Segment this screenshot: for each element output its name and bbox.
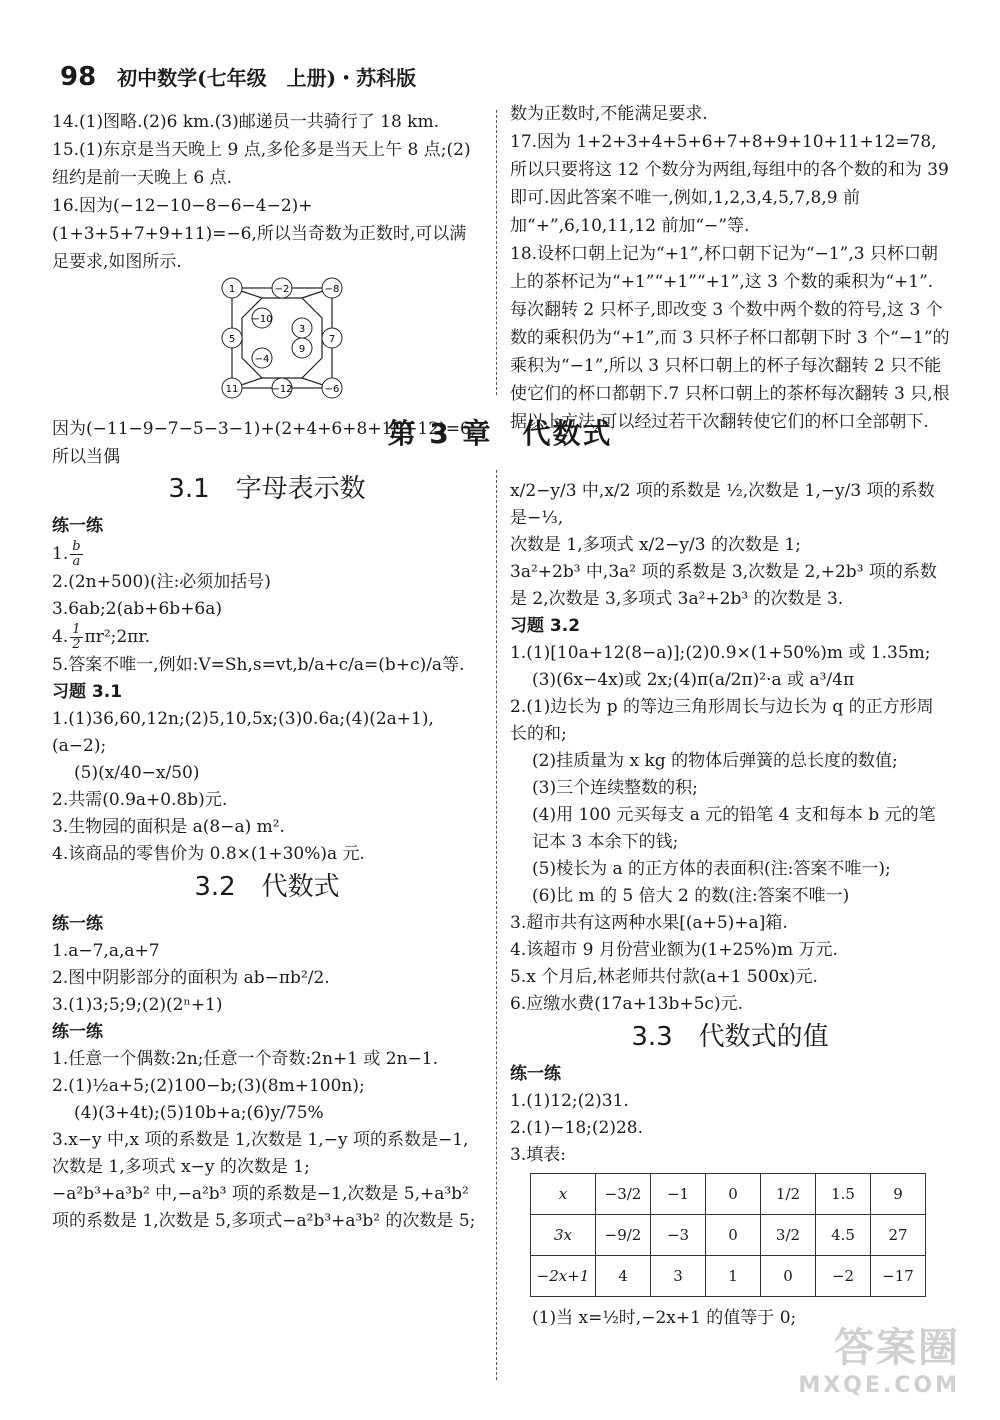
practice-2-3: 3.(1)3;5;9;(2)(2ⁿ+1) xyxy=(52,995,223,1015)
exercise-3-2-1b: (3)(6x−4x)或 2x;(4)π(a/2π)²·a 或 a³/4π xyxy=(532,670,855,690)
exercise-3-2-2e: (5)棱长为 a 的正方体的表面积(注:答案不唯一); xyxy=(532,859,891,879)
right-column xyxy=(510,478,950,1332)
exercise-3-2-4: 4.该超市 9 月份营业额为(1+25%)m 万元. xyxy=(510,940,838,960)
value-table xyxy=(530,1173,926,1297)
answer-18: 18.设杯口朝上记为“+1”,杯口朝下记为“−1”,3 只杯口朝上的茶杯记为“+1”“+1”“+1”,这 3 个数的乘积为“+1”.每次翻转 2 只杯子,即改变 3 个数中两个数的符号,这 3 个数的乘积仍为“+1”,而 3 只杯子杯口都朝下时 3 个“−1”的乘积为“−1”,所以 3 只杯口朝上的杯子每次翻转 2 只不能使它们的杯口都朝下.7 只杯口朝上的茶杯每次翻转 3 只,根据以上方法,可以经过若干次翻转使它们的杯口全部朝下. xyxy=(510,244,950,432)
table-cell: 3 xyxy=(651,1256,706,1297)
table-cell: 9 xyxy=(871,1174,926,1215)
column-divider-top xyxy=(496,110,497,395)
exercise-3-2-5: 5.x 个月后,林老师共付款(a+1 500x)元. xyxy=(510,967,818,987)
table-cell: 4 xyxy=(596,1256,651,1297)
table-cell: −3/2 xyxy=(596,1174,651,1215)
table-cell: x xyxy=(531,1174,596,1215)
diagram-node-label: −10 xyxy=(251,314,273,325)
diagram-node-label: 5 xyxy=(228,334,236,345)
practice-3: 3.6ab;2(ab+6b+6a) xyxy=(52,599,223,619)
table-row xyxy=(531,1256,926,1297)
practice-3-2b: (4)(3+4t);(5)10b+a;(6)y/75% xyxy=(74,1103,324,1123)
table-cell: −2 xyxy=(816,1256,871,1297)
practice-4-2: 2.(1)−18;(2)28. xyxy=(510,1118,644,1138)
practice-3-3c: x/2−y/3 中,x/2 项的系数是 ½,次数是 1,−y/3 项的系数是−⅓, xyxy=(510,481,935,528)
diagram-node-label: 9 xyxy=(298,344,306,355)
table-cell: −17 xyxy=(871,1256,926,1297)
exercise-3-2-2d: (4)用 100 元买每支 a 元的铅笔 4 支和每本 b 元的笔记本 3 本余下的钱; xyxy=(532,805,936,852)
section-3-3-title: 3.3 代数式的值 xyxy=(631,1022,829,1052)
table-cell: 0 xyxy=(706,1174,761,1215)
table-cell: −2x+1 xyxy=(531,1256,596,1297)
diagram-node-label: 3 xyxy=(298,324,306,335)
exercise-3-2-1: 1.(1)[10a+12(8−a)];(2)0.9×(1+50%)m 或 1.35m; xyxy=(510,643,931,663)
practice-3-3e: 3a²+2b³ 中,3a² 项的系数是 3,次数是 2,+2b³ 项的系数是 2,次数是 3,多项式 3a²+2b³ 的次数是 3. xyxy=(510,562,937,609)
practice-4: 4. $\frac{1}{2}$ πr²;2πr. xyxy=(52,622,151,652)
table-cell: 1 xyxy=(706,1256,761,1297)
column-divider-bottom xyxy=(496,470,497,1380)
table-cell: 27 xyxy=(871,1215,926,1256)
watermark-url: MXQE.COM xyxy=(798,1373,960,1398)
diagram-node-label: 11 xyxy=(225,384,239,395)
answer-15: 15.(1)东京是当天晚上 9 点,多伦多是当天上午 8 点;(2)纽约是前一天晚上 6 点. xyxy=(52,140,471,188)
exercise-3-2-heading: 习题 3.2 xyxy=(510,616,581,636)
exercise-3-2-2c: (3)三个连续整数的积; xyxy=(532,778,698,798)
practice-2-1: 1.a−7,a,a+7 xyxy=(52,941,160,961)
answer-16-end: 数为正数时,不能满足要求. xyxy=(510,104,708,124)
diagram-node-label: −8 xyxy=(324,284,340,295)
answer-16-continued: 因为(−11−9−7−5−3−1)+(2+4+6+8+10+12)=6,所以当偶 xyxy=(52,419,477,467)
exercise-3-2-2: 2.(1)边长为 p 的等边三角形周长与边长为 q 的正方形周长的和; xyxy=(510,697,934,744)
answer-14: 14.(1)图略.(2)6 km.(3)邮递员一共骑行了 18 km. xyxy=(52,112,439,132)
exercise-3-1-1: 1.(1)36,60,12n;(2)5,10,5x;(3)0.6a;(4)(2a+1),(a−2); xyxy=(52,709,434,756)
exercise-3-1-1b: (5)(x/40−x/50) xyxy=(74,763,200,783)
diagram-node-label: −6 xyxy=(324,384,340,395)
exercise-3-1-4: 4.该商品的零售价为 0.8×(1+30%)a 元. xyxy=(52,844,365,864)
watermark-text: 答案圈 xyxy=(834,1325,960,1371)
watermark xyxy=(798,1316,960,1398)
practice-3-1: 1.任意一个偶数:2n;任意一个奇数:2n+1 或 2n−1. xyxy=(52,1049,439,1069)
practice-heading-2: 练一练 xyxy=(52,914,103,934)
chapter-title: 第 3 章 代数式 xyxy=(387,417,613,450)
practice-3-3d: 次数是 1,多项式 x/2−y/3 的次数是 1; xyxy=(510,535,801,555)
practice-heading: 练一练 xyxy=(52,516,103,536)
table-cell: 3/2 xyxy=(761,1215,816,1256)
exercise-3-2-3: 3.超市共有这两种水果[(a+5)+a]箱. xyxy=(510,913,788,933)
top-right-column xyxy=(510,100,950,436)
diagram-node-label: −12 xyxy=(271,384,293,395)
practice-3-3b: −a²b³+a³b² 中,−a²b³ 项的系数是−1,次数是 5,+a³b² 项的系数是 1,次数是 5,多项式−a²b³+a³b² 的次数是 5; xyxy=(52,1184,476,1231)
diagram-node-label: −4 xyxy=(254,354,270,365)
practice-2: 2.(2n+500)(注:必须加括号) xyxy=(52,572,271,592)
number-square-diagram xyxy=(52,276,482,406)
page-header xyxy=(60,62,416,92)
practice-heading-4: 练一练 xyxy=(510,1064,561,1084)
diagram-node-label: 7 xyxy=(328,334,336,345)
left-column xyxy=(52,470,482,1235)
practice-5: 5.答案不唯一,例如:V=Sh,s=vt,b/a+c/a=(b+c)/a等. xyxy=(52,655,465,675)
exercise-3-2-6: 6.应缴水费(17a+13b+5c)元. xyxy=(510,994,743,1014)
exercise-3-1-2: 2.共需(0.9a+0.8b)元. xyxy=(52,790,228,810)
practice-4-3-1: (1)当 x=½时,−2x+1 的值等于 0; xyxy=(532,1308,797,1328)
practice-4-1: 1.(1)12;(2)31. xyxy=(510,1091,629,1111)
practice-4-3: 3.填表: xyxy=(510,1145,566,1165)
table-cell: 0 xyxy=(706,1215,761,1256)
table-cell: 4.5 xyxy=(816,1215,871,1256)
practice-3-3: 3.x−y 中,x 项的系数是 1,次数是 1,−y 项的系数是−1,次数是 1,多项式 x−y 的次数是 1; xyxy=(52,1130,469,1177)
practice-heading-3: 练一练 xyxy=(52,1022,103,1042)
table-cell: 1/2 xyxy=(761,1174,816,1215)
exercise-3-2-2b: (2)挂质量为 x kg 的物体后弹簧的总长度的数值; xyxy=(532,751,898,771)
diagram-node-label: −2 xyxy=(274,284,290,295)
answer-16: 16.因为(−12−10−8−6−4−2)+(1+3+5+7+9+11)=−6,所以当奇数为正数时,可以满足要求,如图所示. xyxy=(52,196,467,272)
section-3-1-title: 3.1 字母表示数 xyxy=(168,474,366,504)
table-row xyxy=(531,1215,926,1256)
table-cell: −1 xyxy=(651,1174,706,1215)
exercise-3-1-heading: 习题 3.1 xyxy=(52,682,123,702)
table-row xyxy=(531,1174,926,1215)
table-cell: 3x xyxy=(531,1215,596,1256)
diagram-node-label: 1 xyxy=(228,284,236,295)
table-cell: −9/2 xyxy=(596,1215,651,1256)
table-cell: 0 xyxy=(761,1256,816,1297)
page-number: 98 xyxy=(60,62,97,92)
book-title: 初中数学(七年级 上册)・苏科版 xyxy=(117,66,417,90)
practice-1: 1. $\frac{b}{a}$ xyxy=(52,539,81,569)
answer-17: 17.因为 1+2+3+4+5+6+7+8+9+10+11+12=78,所以只要将这 12 个数分为两组,每组中的各个数的和为 39 即可.因此答案不唯一,例如,1,2,3,4,5,7,8,9 前加“+”,6,10,11,12 前加“−”等. xyxy=(510,132,949,236)
exercise-3-2-2f: (6)比 m 的 5 倍大 2 的数(注:答案不唯一) xyxy=(532,886,850,906)
practice-3-2: 2.(1)½a+5;(2)100−b;(3)(8m+100n); xyxy=(52,1076,365,1096)
table-cell: 1.5 xyxy=(816,1174,871,1215)
exercise-3-1-3: 3.生物园的面积是 a(8−a) m². xyxy=(52,817,285,837)
practice-2-2: 2.图中阴影部分的面积为 ab−πb²/2. xyxy=(52,968,330,988)
section-3-2-title: 3.2 代数式 xyxy=(194,872,340,902)
table-cell: −3 xyxy=(651,1215,706,1256)
